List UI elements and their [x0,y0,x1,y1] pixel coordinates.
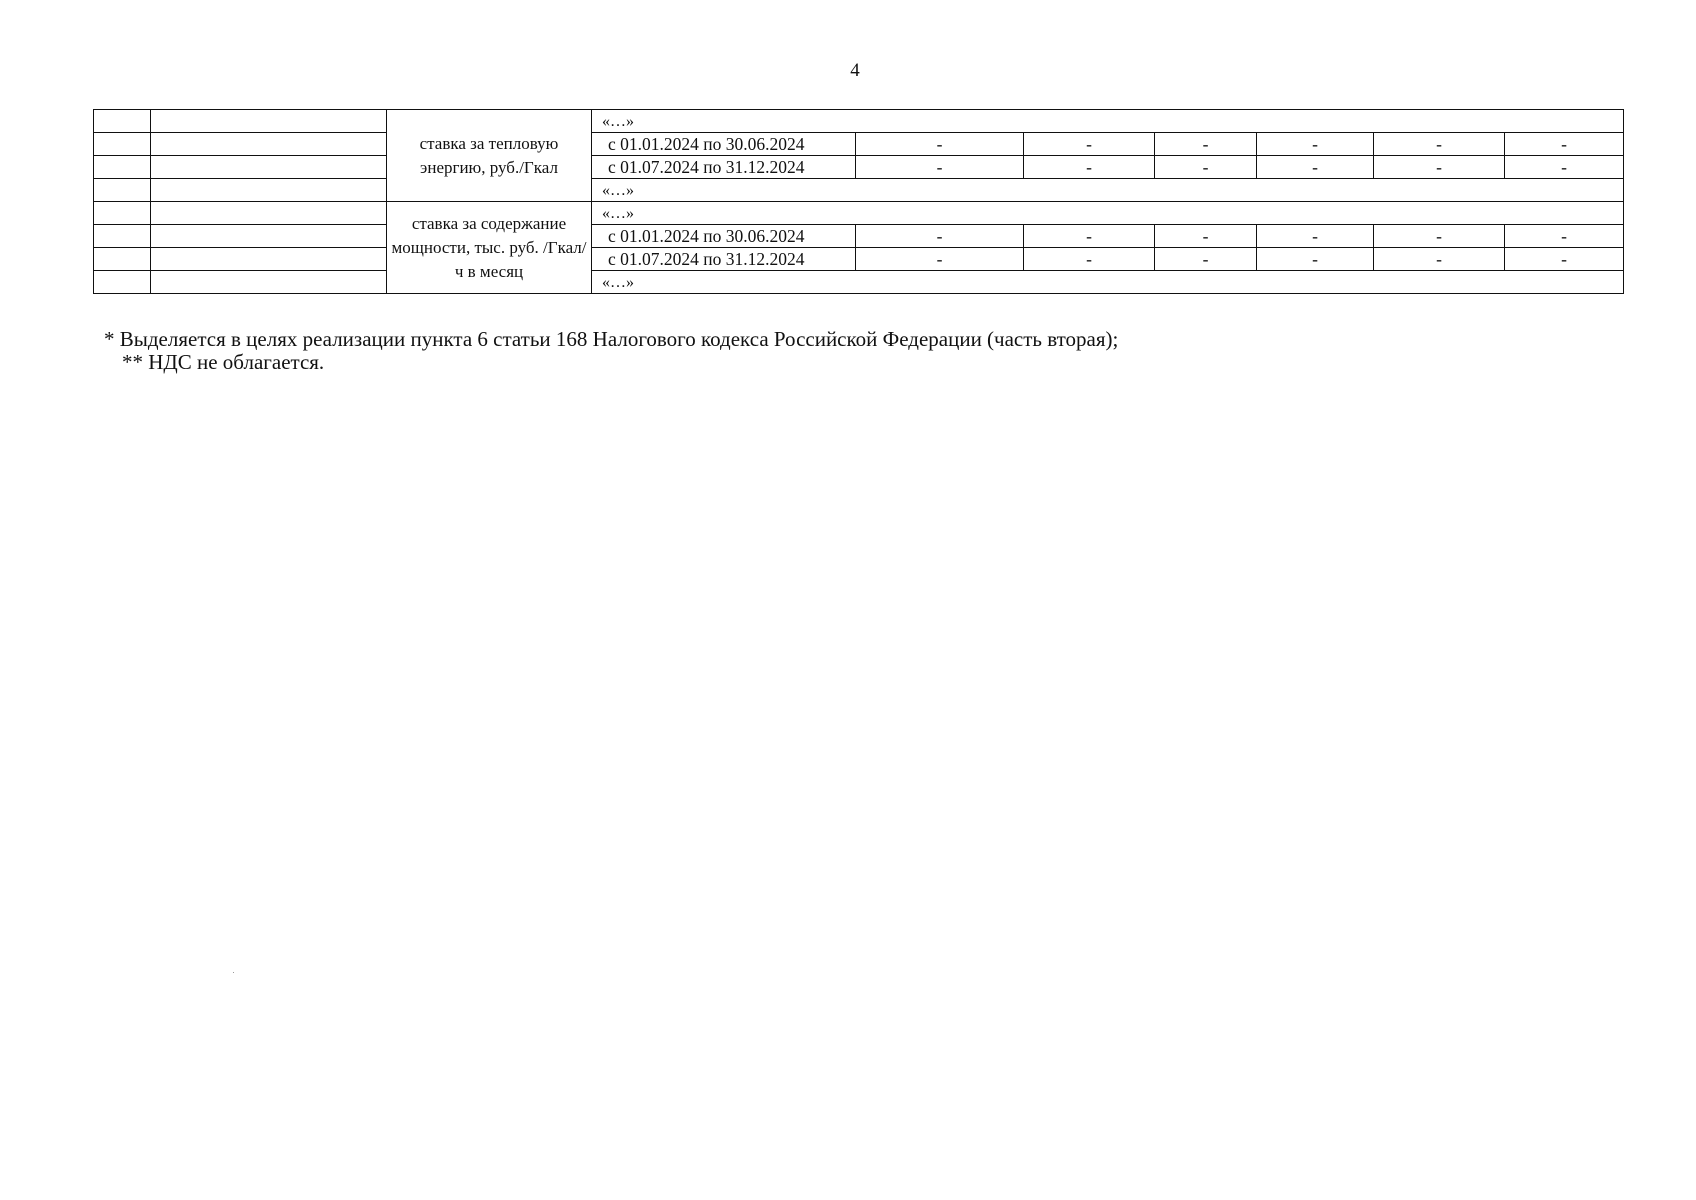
row-name-cell [151,156,387,179]
value-cell: - [856,225,1024,248]
value-cell: - [1374,248,1505,271]
row-number-cell [94,110,151,133]
parameter-cell: ставка за тепловую энергию, руб./Гкал [387,110,592,202]
row-number-cell [94,179,151,202]
value-cell: - [1505,225,1624,248]
footnote-vat-exempt: ** НДС не облагается. [122,350,325,374]
row-number-cell [94,248,151,271]
row-number-cell [94,202,151,225]
value-cell: - [1257,156,1374,179]
ellipsis-marker: «…» [592,179,1624,202]
period-label: с 01.01.2024 по 30.06.2024 [592,133,856,156]
tariff-table [93,109,1624,294]
row-name-cell [151,271,387,294]
ellipsis-marker: «…» [592,271,1624,294]
value-cell: - [1024,133,1155,156]
row-name-cell [151,202,387,225]
row-name-cell [151,110,387,133]
value-cell: - [1024,156,1155,179]
value-cell: - [856,156,1024,179]
row-number-cell [94,156,151,179]
value-cell: - [1024,248,1155,271]
table-row [94,271,1624,294]
value-cell: - [1155,156,1257,179]
period-label: с 01.07.2024 по 31.12.2024 [592,248,856,271]
table-row [94,225,1624,248]
ellipsis-marker: «…» [592,202,1624,225]
period-label: с 01.07.2024 по 31.12.2024 [592,156,856,179]
value-cell: - [1374,133,1505,156]
value-cell: - [1257,225,1374,248]
row-name-cell [151,248,387,271]
table-row [94,248,1624,271]
page-number: 4 [850,60,860,81]
value-cell: - [856,248,1024,271]
table-row [94,202,1624,225]
ellipsis-marker: «…» [592,110,1624,133]
row-number-cell [94,133,151,156]
table-row [94,156,1624,179]
value-cell: - [1257,133,1374,156]
value-cell: - [1024,225,1155,248]
footnotes [104,328,1118,374]
row-name-cell [151,225,387,248]
table-row [94,179,1624,202]
value-cell: - [1257,248,1374,271]
value-cell: - [1505,248,1624,271]
period-label: с 01.01.2024 по 30.06.2024 [592,225,856,248]
row-name-cell [151,179,387,202]
value-cell: - [1374,156,1505,179]
value-cell: - [1155,225,1257,248]
value-cell: - [1505,156,1624,179]
row-name-cell [151,133,387,156]
table-row [94,110,1624,133]
value-cell: - [1374,225,1505,248]
value-cell: - [1155,133,1257,156]
scan-speck [233,972,234,973]
table-row [94,133,1624,156]
value-cell: - [1505,133,1624,156]
row-number-cell [94,271,151,294]
value-cell: - [856,133,1024,156]
row-number-cell [94,225,151,248]
footnote-vat-allocation: * Выделяется в целях реализации пункта 6 статьи 168 Налогового кодекса Российской Федерации (часть вторая); [104,327,1119,351]
parameter-cell: ставка за содержание мощности, тыс. руб. /Гкал/ч в месяц [387,202,592,294]
value-cell: - [1155,248,1257,271]
